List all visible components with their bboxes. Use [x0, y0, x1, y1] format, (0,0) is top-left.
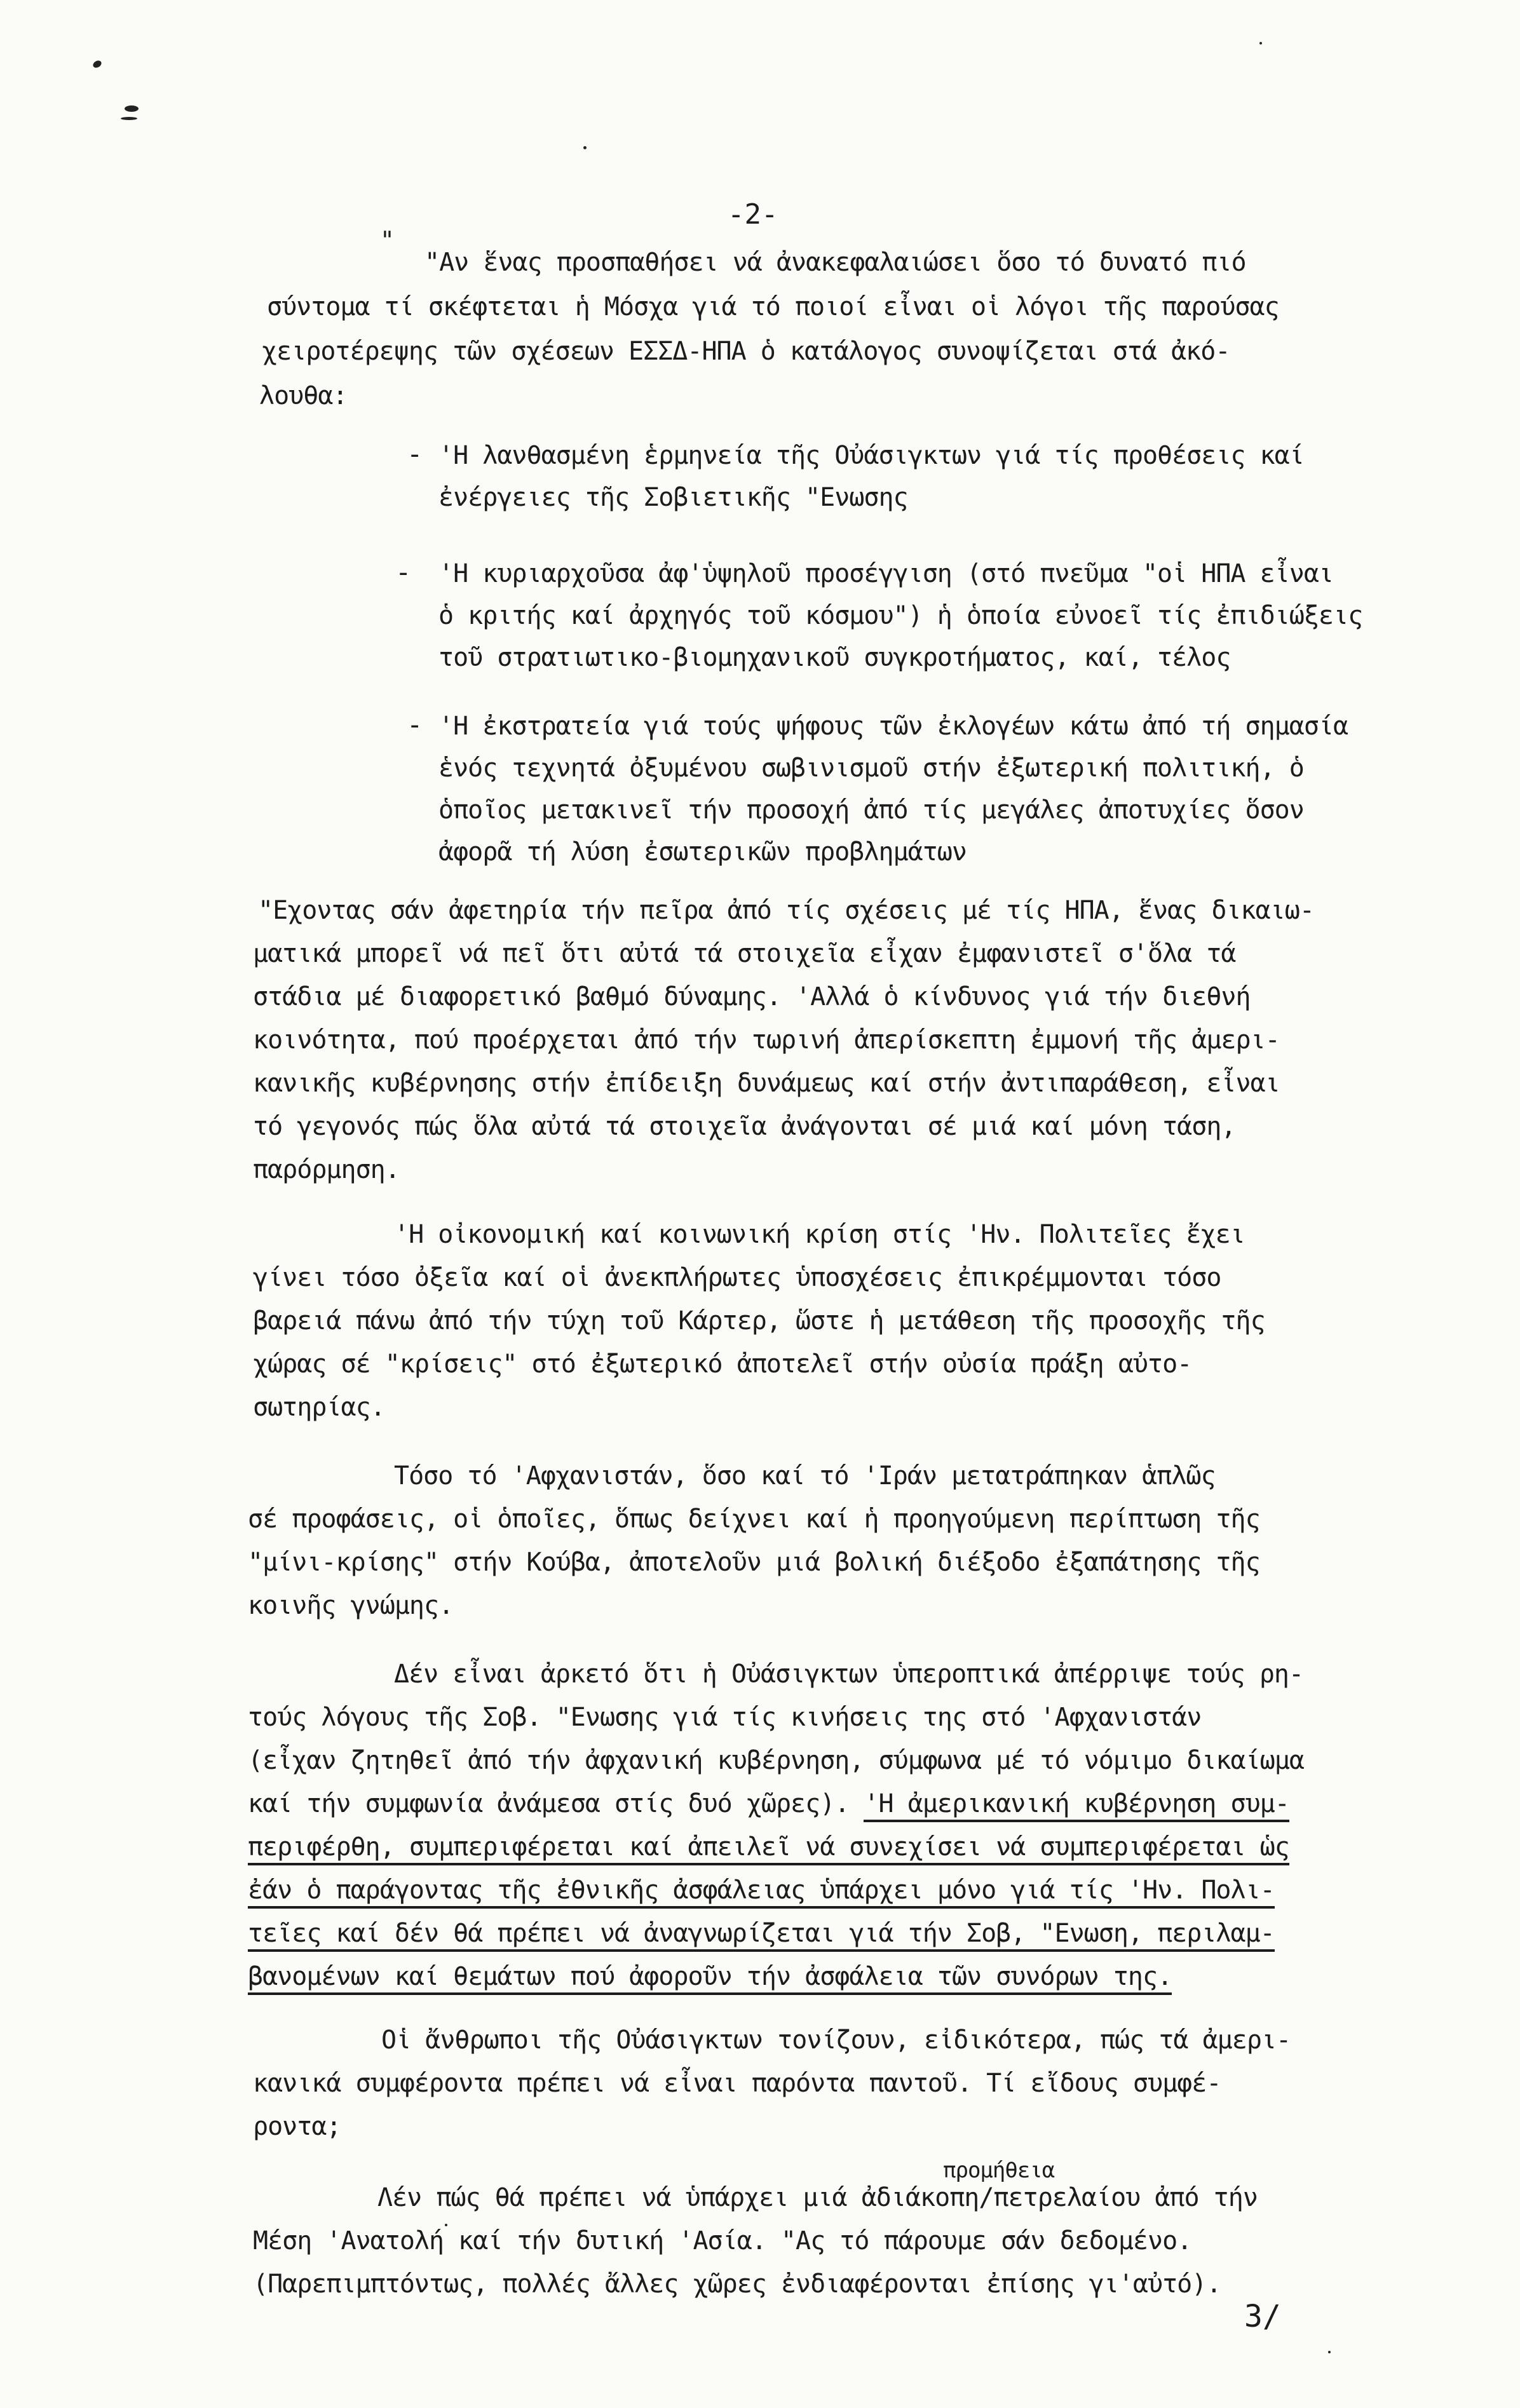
list-item-line: ἀφορᾶ τή λύση ἐσωτερικῶν προβλημάτων	[438, 837, 967, 867]
handwritten-correction: προμήθεια	[943, 2158, 1055, 2183]
list-dash: -	[407, 438, 423, 470]
text-line: τούς λόγους τῆς Σοβ. "Ενωσης γιά τίς κινήσεις της στό 'Αφχανιστάν	[248, 1703, 1202, 1732]
text-line: Οἱ ἄνθρωποι τῆς Οὐάσιγκτων τονίζουν, εἰδικότερα, πώς τά ἀμερι-	[381, 2026, 1291, 2055]
scan-speck	[121, 117, 137, 120]
underlined-text: 'Η ἀμερικανική κυβέρνηση συμ-	[864, 1789, 1289, 1822]
text-line: παρόρμηση.	[253, 1155, 400, 1184]
list-item-line: 'Η ἐκστρατεία γιά τούς ψήφους τῶν ἐκλογέων κάτω ἀπό τή σημασία	[438, 712, 1348, 741]
text-line: στάδια μέ διαφορετικό βαθμό δύναμης. 'Αλλά ὁ κίνδυνος γιά τήν διεθνή	[253, 982, 1251, 1011]
underlined-line	[248, 1962, 1172, 1991]
text-line: "Αν ἕνας προσπαθήσει νά ἀνακεφαλαιώσει ὅσο τό δυνατό πιό	[424, 248, 1246, 277]
scan-speck	[1328, 2351, 1331, 2353]
underlined-line	[248, 1919, 1275, 1948]
text-line: "μίνι-κρίσης" στήν Κούβα, ἀποτελοῦν μιά βολική διέξοδο ἐξαπάτησης τῆς	[248, 1548, 1260, 1577]
continuation-marker: 3/	[1244, 2299, 1281, 2334]
underlined-text: περιφέρθη, συμπεριφέρεται καί ἀπειλεῖ νά συνεχίσει νά συμπεριφέρεται ὡς	[248, 1832, 1289, 1865]
text-line: σύντομα τί σκέφτεται ἡ Μόσχα γιά τό ποιοί εἶναι οἱ λόγοι τῆς παρούσας	[267, 292, 1279, 321]
list-item-line: ἐνέργειες τῆς Σοβιετικῆς "Ενωσης	[438, 483, 908, 512]
list-item-line: τοῦ στρατιωτικο-βιομηχανικοῦ συγκροτήματος, καί, τέλος	[438, 643, 1231, 672]
list-item-line: 'Η κυριαρχοῦσα ἀφ'ὑψηλοῦ προσέγγιση (στό πνεῦμα "οἱ ΗΠΑ εἶναι	[438, 559, 1334, 588]
text-line: γίνει τόσο ὀξεῖα καί οἱ ἀνεκπλήρωτες ὑποσχέσεις ἐπικρέμμονται τόσο	[253, 1263, 1221, 1292]
text-line: κανικῆς κυβέρνησης στήν ἐπίδειξη δυνάμεως καί στήν ἀντιπαράθεση, εἶναι	[253, 1069, 1280, 1098]
text-line: ροντα;	[253, 2112, 341, 2141]
text-line: κοινότητα, πού προέρχεται ἀπό τήν τωρινή ἀπερίσκεπτη ἐμμονή τῆς ἀμερι-	[253, 1025, 1280, 1055]
underlined-text: τεῖες καί δέν θά πρέπει νά ἀναγνωρίζεται γιά τήν Σοβ, "Ενωση, περιλαμ-	[248, 1919, 1275, 1952]
text-line: 'Η οἰκονομική καί κοινωνική κρίση στίς 'Ην. Πολιτεῖες ἔχει	[394, 1220, 1245, 1249]
text-line: βαρειά πάνω ἀπό τήν τύχη τοῦ Κάρτερ, ὥστε ἡ μετάθεση τῆς προσοχῆς τῆς	[253, 1306, 1265, 1336]
scan-speck	[92, 59, 102, 69]
text-line	[248, 1789, 1289, 1818]
text-line: λουθα:	[259, 381, 348, 410]
page-number: -2-	[728, 198, 778, 231]
text-span: καί τήν συμφωνία ἀνάμεσα στίς δυό χῶρες).	[248, 1789, 864, 1818]
text-line: Λέν πώς θά πρέπει νά ὑπάρχει μιά ἀδιάκοπη/πετρελαίου ἀπό τήν	[377, 2183, 1258, 2212]
text-line: Τόσο τό 'Αφχανιστάν, ὅσο καί τό 'Ιράν μετατράπηκαν ἁπλῶς	[394, 1461, 1216, 1491]
text-line: (Παρεπιμπτόντως, πολλές ἄλλες χῶρες ἐνδιαφέρονται ἐπίσης γι'αὐτό).	[253, 2269, 1221, 2299]
list-dash: -	[395, 557, 412, 588]
text-line: κοινῆς γνώμης.	[248, 1591, 454, 1620]
text-line: ματικά μπορεῖ νά πεῖ ὅτι αὐτά τά στοιχεῖα εἶχαν ἐμφανιστεῖ σ'ὅλα τά	[253, 939, 1236, 968]
list-item-line: ἑνός τεχνητά ὀξυμένου σωβινισμοῦ στήν ἐξωτερική πολιτική, ὁ	[438, 754, 1304, 783]
scan-speck	[583, 146, 587, 149]
text-line: χειροτέρεψης τῶν σχέσεων ΕΣΣΔ-ΗΠΑ ὁ κατάλογος συνοψίζεται στά ἀκό-	[262, 337, 1230, 366]
text-line: κανικά συμφέροντα πρέπει νά εἶναι παρόντα παντοῦ. Τί εἴδους συμφέ-	[253, 2069, 1221, 2098]
text-line: χώρας σέ "κρίσεις" στό ἐξωτερικό ἀποτελεῖ στήν οὐσία πράξη αὐτο-	[253, 1349, 1192, 1379]
list-dash: -	[407, 709, 423, 740]
underlined-line	[248, 1832, 1289, 1862]
underlined-text: ἐάν ὁ παράγοντας τῆς ἐθνικῆς ἀσφάλειας ὑπάρχει μόνο γιά τίς 'Ην. Πολι-	[248, 1876, 1275, 1909]
text-line: Μέση 'Ανατολή καί τήν δυτική 'Ασία. "Ας τό πάρουμε σάν δεδομένο.	[253, 2226, 1192, 2256]
scan-speck	[1259, 42, 1262, 44]
list-item-line: 'Η λανθασμένη ἑρμηνεία τῆς Οὐάσιγκτων γιά τίς προθέσεις καί	[438, 441, 1304, 470]
text-line: σωτηρίας.	[253, 1393, 385, 1422]
list-item-line: ὁ κριτής καί ἀρχηγός τοῦ κόσμου") ἡ ὁποία εὐνοεῖ τίς ἐπιδιώξεις	[438, 601, 1363, 630]
text-line: σέ προφάσεις, οἱ ὁποῖες, ὅπως δείχνει καί ἡ προηγούμενη περίπτωση τῆς	[248, 1505, 1260, 1534]
text-line: "Εχοντας σάν ἀφετηρία τήν πεῖρα ἀπό τίς σχέσεις μέ τίς ΗΠΑ, ἕνας δικαιω-	[258, 896, 1314, 925]
text-line: (εἶχαν ζητηθεῖ ἀπό τήν ἀφχανική κυβέρνηση, σύμφωνα μέ τό νόμιμο δικαίωμα	[248, 1746, 1304, 1775]
text-line: Δέν εἶναι ἀρκετό ὅτι ἡ Οὐάσιγκτων ὑπεροπτικά ἀπέρριψε τούς ρη-	[394, 1660, 1304, 1689]
underlined-line	[248, 1876, 1275, 1905]
scan-speck	[125, 105, 139, 112]
text-line: τό γεγονός πώς ὅλα αὐτά τά στοιχεῖα ἀνάγονται σέ μιά καί μόνη τάση,	[253, 1112, 1236, 1141]
opening-quote-mark: "	[380, 226, 395, 254]
list-item-line: ὁποῖος μετακινεῖ τήν προσοχή ἀπό τίς μεγάλες ἀποτυχίες ὅσον	[438, 795, 1304, 825]
underlined-text: βανομένων καί θεμάτων πού ἀφοροῦν τήν ἀσφάλεια τῶν συνόρων της.	[248, 1962, 1172, 1995]
